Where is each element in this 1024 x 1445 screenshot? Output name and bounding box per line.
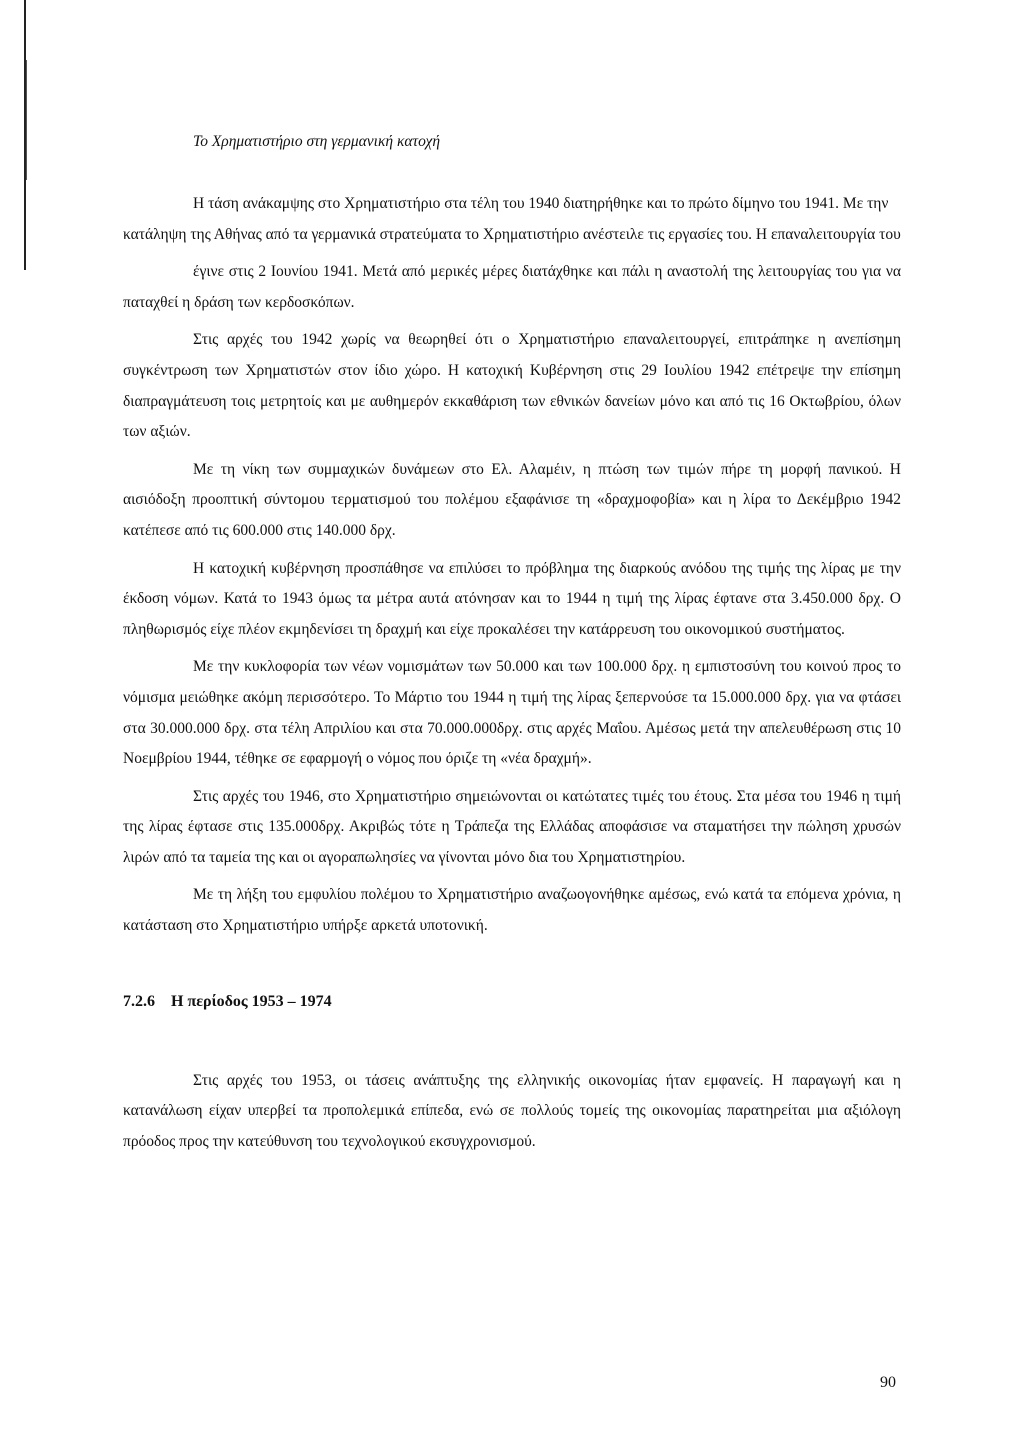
paragraph-4: Με τη νίκη των συμμαχικών δυνάμεων στο Ελ. Αλαμέιν, η πτώση των τιμών πήρε τη μορφή πανικού. Η αισιόδοξη προοπτική σύντομου τερματισμού του πολέμου εξαφάνισε τη «δραχμοφοβία» και η λίρα το Δεκέμβριο 1942 κατέπεσε από τις 600.000 στις 140.000 δρχ. <box>123 460 901 539</box>
subsection-number: 7.2.6 <box>123 992 155 1010</box>
paragraph-1: Η τάση ανάκαμψης στο Χρηματιστήριο στα τέλη του 1940 διατηρήθηκε και το πρώτο δίμηνο του 1941. Με την κατάληψη της Αθήνας από τα γερμανικά στρατεύματα το Χρηματιστήριο ανέστειλε τις εργασίες του. Η επαναλειτουργία του <box>123 195 901 243</box>
scan-edge-line-inner <box>26 60 27 180</box>
paragraph-6: Με την κυκλοφορία των νέων νομισμάτων των 50.000 και των 100.000 δρχ. η εμπιστοσύνη του κοινού προς το νόμισμα μειώθηκε ακόμη περισσότερο. Το Μάρτιο του 1944 η τιμή της λίρας ξεπερνούσε τα 15.000.000 δρχ. για να φτάσει στα 30.000.000 δρχ. στα τέλη Απριλίου και στα 70.000.000δρχ. στις αρχές Μαΐου. Αμέσως μετά την απελευθέρωση στις 10 Νοεμβρίου 1944, τέθηκε σε εφαρμογή ο νόμος που όριζε τη «νέα δραχμή». <box>123 658 901 768</box>
subsection-title: Η περίοδος 1953 – 1974 <box>171 992 332 1010</box>
body-text <box>123 189 901 1164</box>
paragraph-7: Στις αρχές του 1946, στο Χρηματιστήριο σημειώνονται οι κατώτατες τιμές του έτους. Στα μέσα του 1946 η τιμή της λίρας έφτασε στις 135.000δρχ. Ακριβώς τότε η Τράπεζα της Ελλάδας αποφάσισε να σταματήσει την πώληση χρυσών λιρών από τα ταμεία της και οι αγοραπωλησίες να γίνονται μόνο δια του Χρηματιστηρίου. <box>123 787 901 866</box>
section-heading: Το Χρηματιστήριο στη γερμανική κατοχή <box>193 133 441 150</box>
paragraph-5: Η κατοχική κυβέρνηση προσπάθησε να επιλύσει το πρόβλημα της διαρκούς ανόδου της τιμής της λίρας με την έκδοση νόμων. Κατά το 1943 όμως τα μέτρα αυτά ατόνησαν και το 1944 η τιμή της λίρας έφτανε στα 3.450.000 δρχ. Ο πληθωρισμός είχε πλέον εκμηδενίσει τη δραχμή και είχε προκαλέσει την κατάρρευση του οικονομικού συστήματος. <box>123 559 901 638</box>
paragraph-3: Στις αρχές του 1942 χωρίς να θεωρηθεί ότι ο Χρηματιστήριο επαναλειτουργεί, επιτράπηκε η ανεπίσημη συγκέντρωση των Χρηματιστών στον ίδιο χώρο. Η κατοχική Κυβέρνηση στις 29 Ιουλίου 1942 επέτρεψε την επίσημη διαπραγμάτευση τοις μετρητοίς και με αυθημερόν εκκαθάριση των εθνικών δανείων μόνο και από τις 16 Οκτωβρίου, όλων των αξιών. <box>123 331 901 441</box>
page-number: 90 <box>880 1374 896 1391</box>
paragraph-8: Με τη λήξη του εμφυλίου πολέμου το Χρηματιστήριο αναζωογονήθηκε αμέσως, ενώ κατά τα επόμενα χρόνια, η κατάσταση στο Χρηματιστήριο υπήρξε αρκετά υποτονική. <box>123 886 901 935</box>
paragraph-2: έγινε στις 2 Ιουνίου 1941. Μετά από μερικές μέρες διατάχθηκε και πάλι η αναστολή της λειτουργίας του για να παταχθεί η δράση των κερδοσκόπων. <box>123 263 901 311</box>
paragraph-9: Στις αρχές του 1953, οι τάσεις ανάπτυξης της ελληνικής οικονομίας ήταν εμφανείς. Η παραγωγή και η κατανάλωση είχαν υπερβεί τα προπολεμικά επίπεδα, ενώ σε πολλούς τομείς της οικονομίας παρατηρείται μια αξιόλογη πρόοδος προς την κατεύθυνση του τεχνολογικού εκσυγχρονισμού. <box>123 1071 901 1150</box>
subsection-heading <box>123 992 901 1012</box>
